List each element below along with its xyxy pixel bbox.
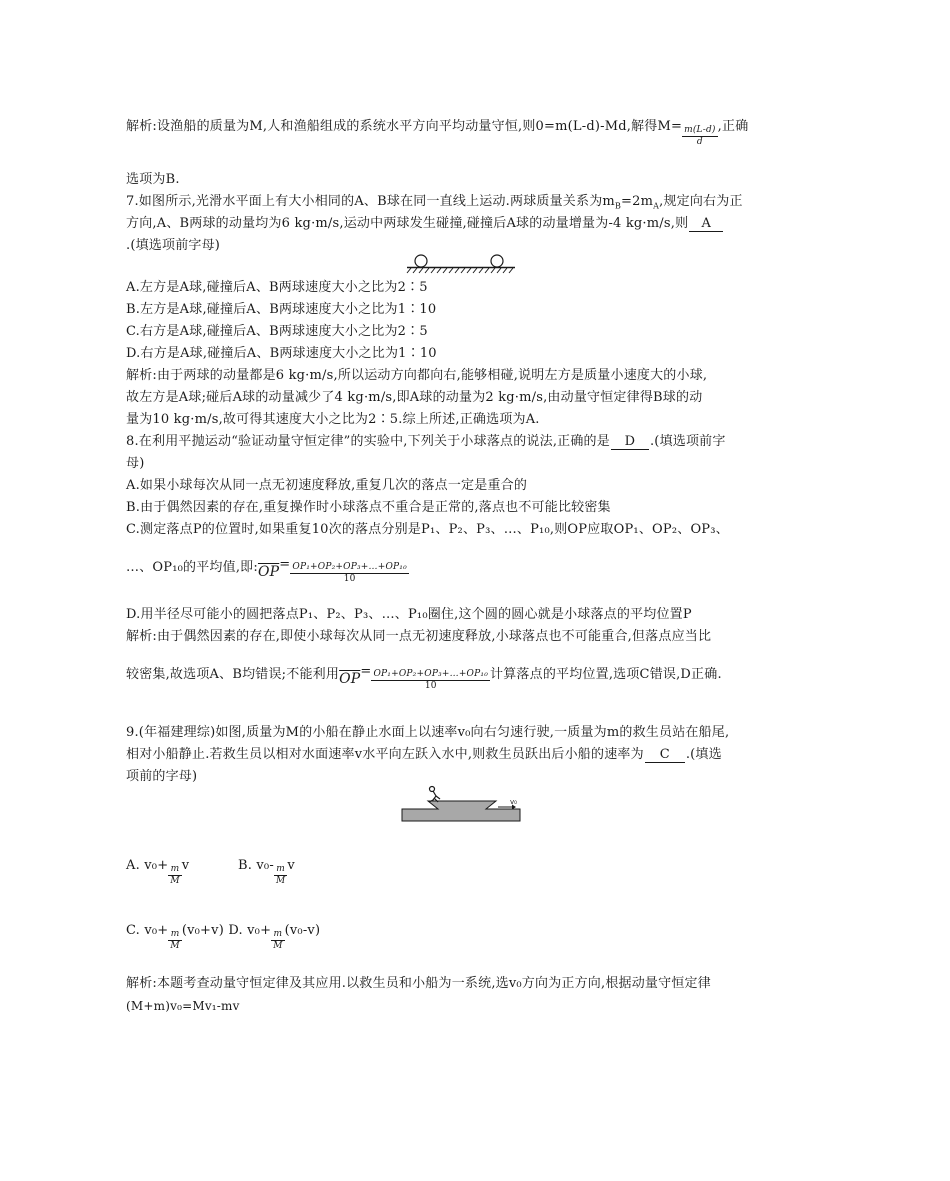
q7-solution-line1: 解析:由于两球的动量都是6 kg·m/s,所以运动方向都向右,能够相碰,说明左方是质量小速度大的小球, xyxy=(126,368,708,383)
q6-solution-line2: 选项为B. xyxy=(126,172,180,187)
option-text: (v₀-v) xyxy=(284,923,321,938)
lifeguard-figure-icon xyxy=(429,787,440,803)
fraction-denominator: M xyxy=(275,876,286,886)
fraction-denominator: M xyxy=(170,941,180,951)
q7-stem-text: 方向,A、B两球的动量均为6 kg·m/s,运动中两球发生碰撞,碰撞后A球的动量增量为-4 kg·m/s,则 xyxy=(126,216,689,231)
ball-a-icon xyxy=(415,255,427,267)
fraction-denominator: M xyxy=(273,941,283,951)
fraction-numerator: OP₁+OP₂+OP₃+…+OP₁₀ xyxy=(373,669,489,679)
q9-options-row2 xyxy=(126,922,320,952)
q9-solution-line1: 解析:本题考查动量守恒定律及其应用.以救生员和小船为一系统,选v₀方向为正方向,根据动量守恒定律 xyxy=(126,976,711,991)
option-text: D. v₀+ xyxy=(228,923,272,938)
q8-solution-text-end: 计算落点的平均位置,选项C错误,D正确. xyxy=(490,667,722,682)
q8-solution-line2 xyxy=(126,663,722,692)
fraction-denominator: 10 xyxy=(424,681,437,691)
fraction-numerator: m xyxy=(168,864,181,876)
q8-stem-line2: 母) xyxy=(126,456,145,471)
q9-stem-text-end: .(填选 xyxy=(685,747,722,762)
q9-option-b xyxy=(237,858,295,886)
q7-stem-text: =2m xyxy=(621,194,654,209)
q9-option-d xyxy=(228,923,321,951)
option-text: (v₀+v) xyxy=(181,923,224,938)
q7-subscript: B xyxy=(614,201,622,211)
q7-option-b: B.左方是A球,碰撞后A、B两球速度大小之比为1∶10 xyxy=(126,302,437,317)
m-over-M-fraction xyxy=(168,864,181,887)
equals-sign: = xyxy=(279,557,291,572)
q9-stem-line3: 项前的字母) xyxy=(126,769,198,784)
q8-stem-line1 xyxy=(126,433,726,451)
q7-stem-line1 xyxy=(126,193,743,216)
q9-options-row1 xyxy=(126,857,295,887)
fraction-numerator: OP₁+OP₂+OP₃+…+OP₁₀ xyxy=(292,562,407,572)
q8-average-fraction xyxy=(290,562,409,585)
q9-boat-figure xyxy=(400,785,522,827)
q8-option-c-text: …、OP₁₀的平均值,即: xyxy=(126,560,258,575)
q8-option-a: A.如果小球每次从同一点无初速度释放,重复几次的落点一定是重合的 xyxy=(126,478,528,493)
q7-answer-blank: A xyxy=(689,217,723,232)
q8-solution-fraction xyxy=(371,669,490,692)
ball-b-icon xyxy=(491,255,503,267)
op-bar-symbol: $\overline{OP}$ xyxy=(339,671,361,687)
q9-solution-line2: (M+m)v₀=Mv₁-mv xyxy=(126,999,240,1013)
equals-sign: = xyxy=(360,664,372,679)
q7-two-balls-figure xyxy=(405,254,517,274)
fraction-denominator: M xyxy=(170,876,180,886)
q6-solution-line1 xyxy=(126,118,748,148)
m-over-M-fraction xyxy=(168,929,181,952)
m-over-M-fraction xyxy=(271,929,284,952)
q9-stem-line1: 9.(年福建理综)如图,质量为M的小船在静止水面上以速率v₀向右匀速行驶,一质量为m的救生员站在船尾, xyxy=(126,725,730,740)
option-text: C. v₀+ xyxy=(126,923,169,938)
q8-solution-line1: 解析:由于偶然因素的存在,即使小球每次从同一点无初速度释放,小球落点也不可能重合,但落点应当比 xyxy=(126,629,712,644)
q8-solution-text: 较密集,故选项A、B均错误;不能利用 xyxy=(126,667,340,682)
option-text: v xyxy=(287,858,295,873)
q6-solution-text: 解析:设渔船的质量为M,人和渔船组成的系统水平方向平均动量守恒,则0=m(L-d)-Md,解得M= xyxy=(126,119,683,134)
q9-option-c xyxy=(126,923,224,951)
option-text: A. v₀+ xyxy=(126,858,169,873)
option-text: v xyxy=(181,858,190,873)
q7-stem-line3: .(填选项前字母) xyxy=(126,238,221,253)
q9-answer-blank: C xyxy=(645,748,685,763)
boat-shape xyxy=(402,801,520,821)
q8-option-c-line2 xyxy=(126,556,409,585)
q7-solution-line3: 量为10 kg·m/s,故可得其速度大小之比为2∶5.综上所述,正确选项为A. xyxy=(126,412,540,427)
velocity-label: v₀ xyxy=(510,798,517,806)
fraction-numerator: m xyxy=(168,929,181,941)
q7-solution-line2: 故左方是A球;碰后A球的动量减少了4 kg·m/s,即A球的动量为2 kg·m/s,由动量守恒定律得B球的动 xyxy=(126,390,703,405)
q8-answer-blank: D xyxy=(611,435,649,450)
q7-subscript: A xyxy=(653,201,660,211)
m-over-M-fraction xyxy=(274,864,287,887)
option-text: B. v₀- xyxy=(237,858,274,873)
fraction-numerator: m xyxy=(274,864,287,876)
q8-stem-text-end: .(填选项前字 xyxy=(649,434,726,449)
op-bar-symbol: $\overline{OP}$ xyxy=(257,564,280,580)
q8-option-d: D.用半径尽可能小的圆把落点P₁、P₂、P₃、…、P₁₀圈住,这个圆的圆心就是小球落点的平均位置P xyxy=(126,607,692,622)
q7-option-a: A.左方是A球,碰撞后A、B两球速度大小之比为2∶5 xyxy=(126,280,428,295)
q7-option-d: D.右方是A球,碰撞后A、B两球速度大小之比为1∶10 xyxy=(126,346,437,361)
q8-option-b: B.由于偶然因素的存在,重复操作时小球落点不重合是正常的,落点也不可能比较密集 xyxy=(126,500,611,515)
fraction-numerator: m xyxy=(271,929,284,941)
q7-stem-line2 xyxy=(126,215,724,233)
ground-hatching xyxy=(407,268,513,273)
q8-stem-text: 8.在利用平抛运动“验证动量守恒定律”的实验中,下列关于小球落点的说法,正确的是 xyxy=(126,434,610,449)
q6-solution-text-end: ,正确 xyxy=(717,119,749,134)
q6-solution-fraction xyxy=(682,125,718,148)
q8-option-c-line1: C.测定落点P的位置时,如果重复10次的落点分别是P₁、P₂、P₃、…、P₁₀,则OP应取OP₁、OP₂、OP₃、 xyxy=(126,522,729,537)
q7-stem-text: ,规定向右为正 xyxy=(659,194,743,209)
fraction-numerator: m(L-d) xyxy=(684,125,716,135)
q7-option-c: C.右方是A球,碰撞后A、B两球速度大小之比为2∶5 xyxy=(126,324,428,339)
q9-stem-line2 xyxy=(126,746,722,764)
q7-stem-text: 7.如图所示,光滑水平面上有大小相同的A、B球在同一直线上运动.两球质量关系为m xyxy=(126,194,615,209)
q9-option-a xyxy=(126,858,190,886)
fraction-denominator: 10 xyxy=(343,574,356,584)
fraction-denominator: d xyxy=(696,137,703,147)
q9-stem-text: 相对小船静止.若救生员以相对水面速率v水平向左跃入水中,则救生员跃出后小船的速率为 xyxy=(126,747,644,762)
